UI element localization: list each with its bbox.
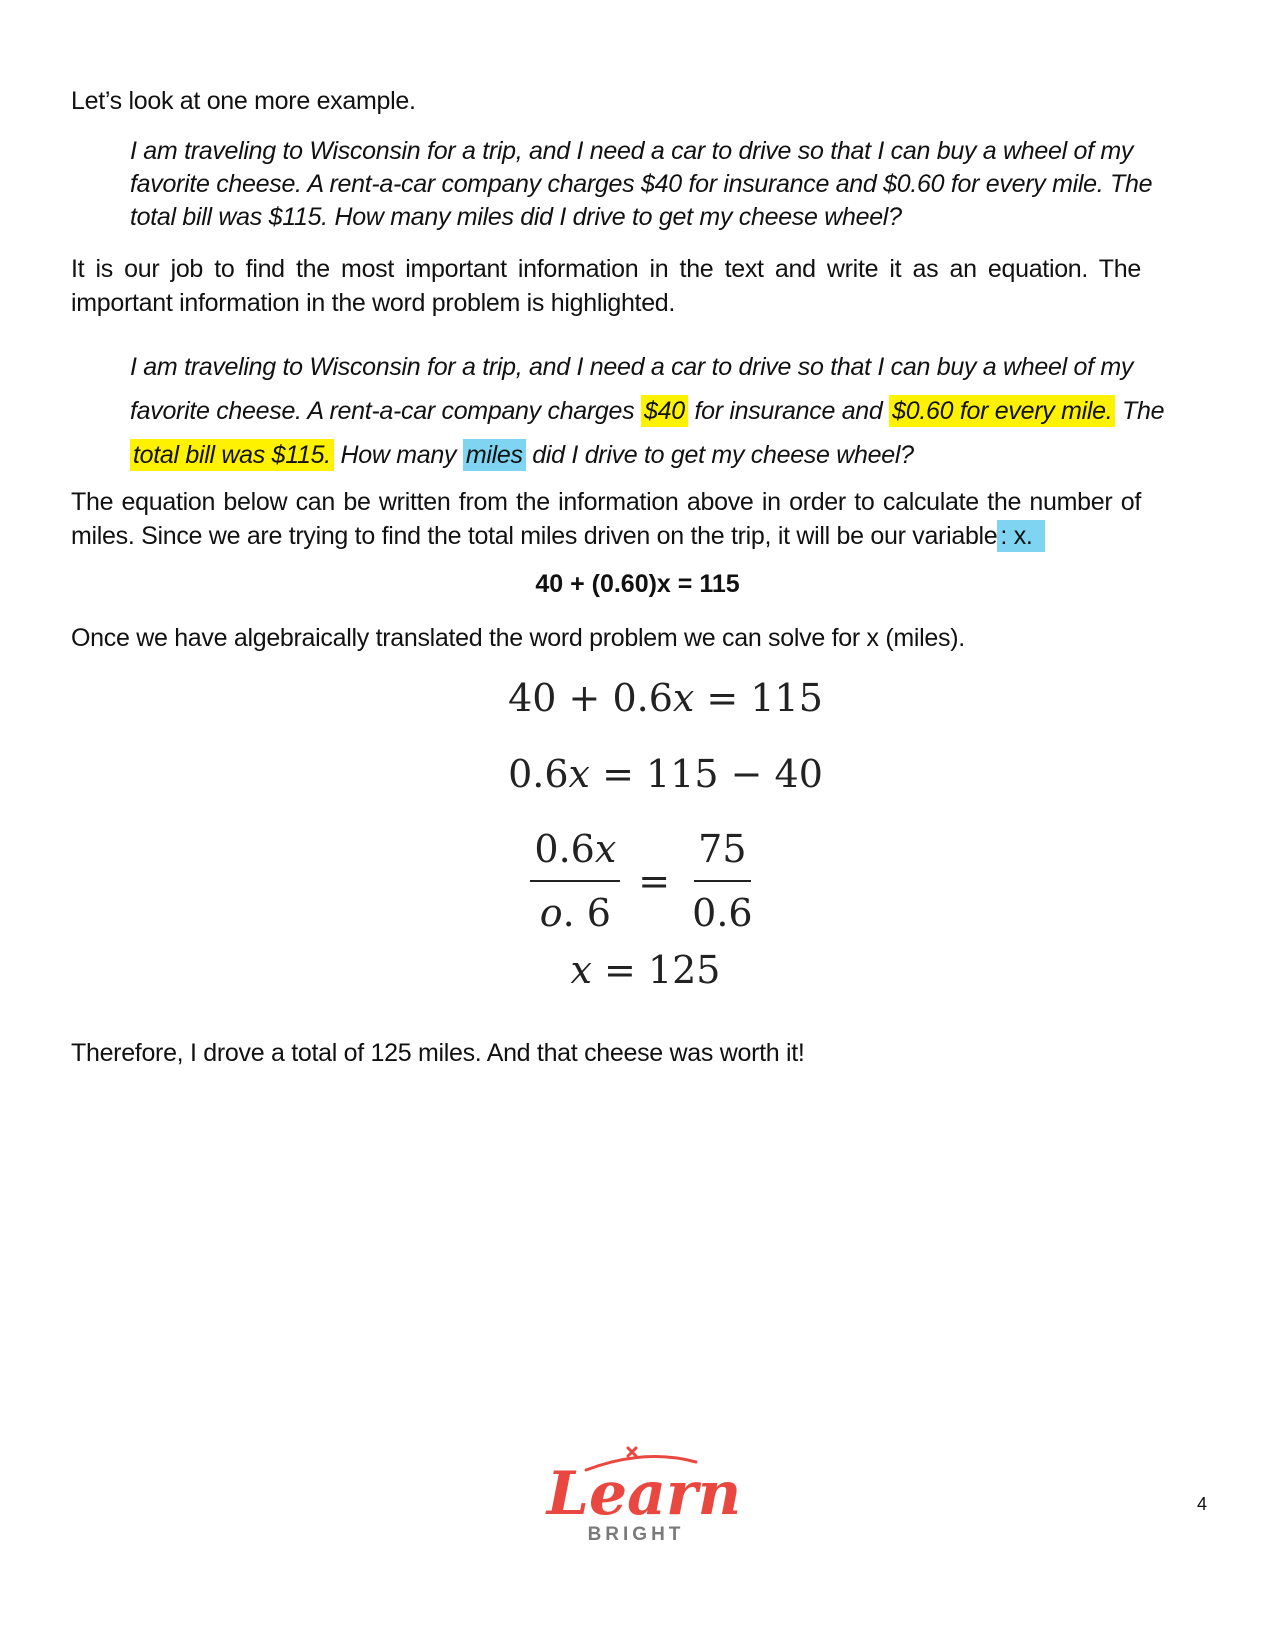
quote-text: favorite cheese. A rent-a-car company charges xyxy=(130,397,641,425)
numerator: 75 xyxy=(694,826,750,882)
math-step-3 xyxy=(0,826,1275,936)
conclusion-text: Therefore, I drove a total of 125 miles. And that cheese was worth it! xyxy=(71,1039,805,1067)
highlight-per-mile: $0.60 for every mile. xyxy=(889,395,1115,427)
math-variable: x xyxy=(594,827,617,871)
math-text: 0.6 xyxy=(534,827,595,871)
quote-text: for insurance and xyxy=(687,397,890,425)
quote-line xyxy=(130,433,1140,477)
highlight-insurance: $40 xyxy=(641,395,688,427)
quote-line xyxy=(130,389,1165,433)
fraction-equation xyxy=(530,826,756,936)
paragraph-solve: Once we have algebraically translated the word problem we can solve for x (miles). xyxy=(71,624,965,652)
fraction-right xyxy=(688,826,756,936)
learn-bright-logo xyxy=(524,1440,764,1550)
paragraph-equation-intro xyxy=(71,485,1141,553)
sparkle-icon xyxy=(628,1448,636,1456)
quote-text: The xyxy=(1115,397,1165,425)
math-step-4 xyxy=(0,948,1275,992)
quote-line: I am traveling to Wisconsin for a trip, and I need a car to drive so that I can buy a wheel of my xyxy=(130,137,1134,165)
math-text: 40 + 0.6 xyxy=(508,676,673,720)
highlight-miles: miles xyxy=(463,439,526,471)
math-text: . 6 xyxy=(562,891,611,935)
denominator xyxy=(536,882,615,936)
denominator: 0.6 xyxy=(692,891,753,935)
math-step-2 xyxy=(0,752,1275,796)
math-variable: x xyxy=(570,948,592,992)
logo-subtitle: BRIGHT xyxy=(587,1524,685,1545)
fraction-left xyxy=(530,826,620,936)
highlight-total-bill: total bill was $115. xyxy=(130,439,334,471)
page-number: 4 xyxy=(1196,1494,1207,1514)
quote-line: favorite cheese. A rent-a-car company charges $40 for insurance and $0.60 for every mile. The xyxy=(130,170,1153,198)
paragraph-important-info: It is our job to find the most important information in the text and write it as an equation. The important information in the word problem is highlighted. xyxy=(71,255,1141,317)
logo-word: Learn xyxy=(546,1459,742,1529)
word-problem-quote xyxy=(130,135,1153,234)
highlight-variable: : x. xyxy=(997,520,1044,552)
paragraph-text: The equation below can be written from the information above in order to calculate the number of miles. Since we are trying to find the total miles driven on the trip, it will be our variable xyxy=(71,488,1141,550)
quote-text: How many xyxy=(333,441,463,469)
math-text: = 125 xyxy=(591,948,721,992)
highlighted-word-problem xyxy=(130,345,1165,477)
math-step-1 xyxy=(0,676,1275,720)
equals-sign: = xyxy=(638,859,671,903)
quote-line: I am traveling to Wisconsin for a trip, and I need a car to drive so that I can buy a wheel of my xyxy=(130,353,1134,381)
math-variable: o xyxy=(539,891,563,935)
math-text: 0.6 xyxy=(508,752,569,796)
logo-graphic xyxy=(524,1440,764,1550)
quote-line: total bill was $115. How many miles did I drive to get my cheese wheel? xyxy=(130,203,902,231)
math-text: = 115 xyxy=(694,676,823,720)
numerator xyxy=(530,826,620,882)
math-variable: x xyxy=(568,752,590,796)
intro-text: Let’s look at one more example. xyxy=(71,87,416,115)
bold-equation: 40 + (0.60)x = 115 xyxy=(535,570,740,598)
quote-text: did I drive to get my cheese wheel? xyxy=(525,441,914,469)
math-text: = 115 − 40 xyxy=(589,752,823,796)
math-variable: x xyxy=(672,676,695,720)
